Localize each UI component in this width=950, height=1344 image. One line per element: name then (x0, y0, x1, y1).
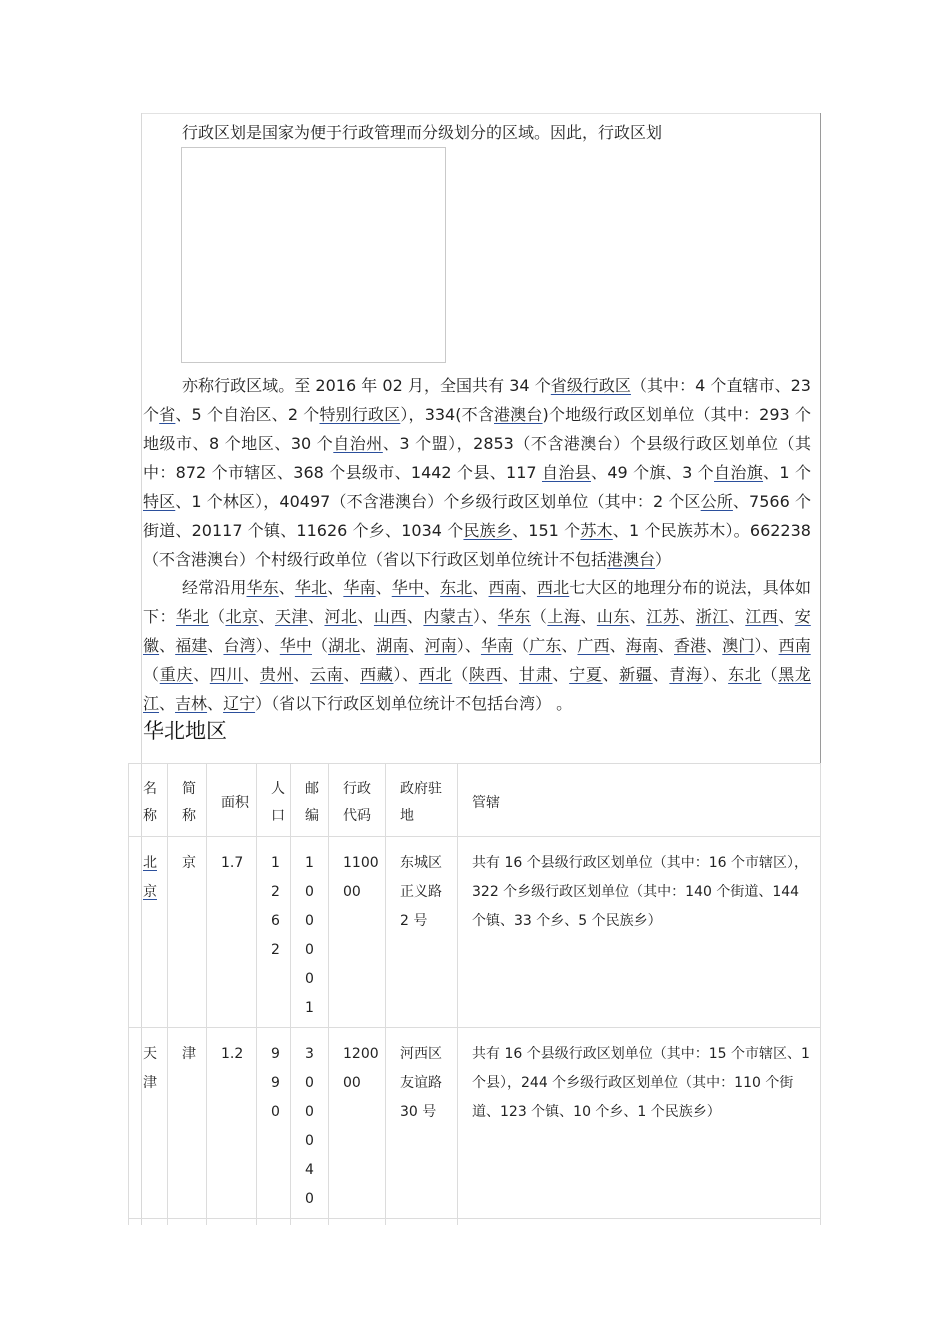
text-link[interactable]: 省级行政区 (550, 376, 631, 395)
cell-area (207, 1028, 257, 1219)
column-header: 管辖 (458, 764, 821, 837)
region-table (128, 763, 821, 1265)
image-placeholder (181, 147, 446, 363)
cell-jurisdiction (458, 1028, 821, 1219)
text-link[interactable]: 华中 (279, 636, 312, 655)
text-run: （其中：4 个直辖市、23 个 (143, 376, 811, 424)
cell-name-link[interactable]: 北京 (143, 855, 157, 900)
text-run: 、 (357, 607, 374, 626)
text-link[interactable]: 四川 (209, 665, 244, 684)
text-link[interactable]: 自治州 (333, 434, 383, 453)
text-link[interactable]: 特别行政区 (319, 405, 401, 424)
text-link[interactable]: 吉林 (175, 694, 208, 713)
text-link[interactable]: 河南 (424, 636, 457, 655)
cell-code-text: 120000 (343, 1046, 379, 1091)
text-link[interactable]: 宁夏 (569, 665, 603, 684)
column-header: 行政代码 (329, 764, 386, 837)
cell-abbr (168, 837, 207, 1028)
text-run: 、 (561, 636, 578, 655)
text-run: ）、 (255, 636, 280, 655)
text-link[interactable]: 广西 (577, 636, 610, 655)
text-run: 、5 个自治区、2 个 (175, 405, 320, 424)
section-title: 华北地区 (143, 719, 227, 743)
text-run: 、 (679, 607, 696, 626)
text-run: 、 (243, 665, 260, 684)
text-run: ）、 (393, 665, 419, 684)
text-run: )个地级行政区划单位（其中：293 个地级市、8 个地区、30 个 (143, 405, 811, 453)
text-link[interactable]: 苏木 (580, 521, 613, 540)
text-link[interactable]: 省 (159, 405, 176, 424)
text-link[interactable]: 广东 (529, 636, 562, 655)
text-run: ）、 (754, 636, 779, 655)
text-link[interactable]: 华北 (175, 607, 209, 626)
text-run: 、 (159, 636, 176, 655)
text-run: 亦称行政区域。至 2016 年 02 月，全国共有 34 个 (182, 376, 551, 395)
text-run: ）、 (456, 636, 481, 655)
text-run: 、 (728, 607, 746, 626)
cell-area-text: 1.2 (221, 1046, 244, 1062)
cell-postcode (291, 1028, 329, 1219)
text-link[interactable]: 西南 (778, 636, 811, 655)
text-link[interactable]: 上海 (547, 607, 581, 626)
text-link[interactable]: 福建 (175, 636, 208, 655)
text-run: （ (311, 636, 329, 655)
text-run: 、1 个 (763, 463, 811, 482)
text-run: 、 (207, 636, 224, 655)
regions-paragraph (143, 573, 811, 718)
cell-code (329, 837, 386, 1028)
text-run: 、 (193, 665, 210, 684)
cell-seat-text: 东城区正义路 2 号 (400, 855, 442, 929)
text-run: 、 (552, 665, 570, 684)
cell-seat (386, 837, 458, 1028)
text-run: （ (208, 607, 226, 626)
text-link[interactable]: 公所 (700, 492, 733, 511)
cell-postcode-text: 100001 (305, 855, 314, 1016)
cell-area (207, 837, 257, 1028)
text-run: （ (530, 607, 548, 626)
text-run: 、1 个民族苏木）。662238（不含港澳台）个村级行政单位（省以下行政区划单位统计不包括 (143, 521, 811, 569)
table-header-row (129, 764, 821, 837)
text-run: 、 (159, 694, 176, 713)
cell-population (257, 837, 291, 1028)
cell-name (129, 1028, 168, 1219)
table-row (129, 837, 821, 1028)
column-header: 简称 (168, 764, 207, 837)
text-link[interactable]: 华南 (343, 578, 376, 597)
cell-jurisdiction-text: 共有 16 个县级行政区划单位（其中：16 个市辖区），322 个乡级行政区划单位（其中：140 个街道、144 个镇、33 个乡、5 个民族乡） (472, 855, 808, 929)
text-run: ）（省以下行政区划单位统计不包括台湾） 。 (255, 694, 573, 713)
text-link[interactable]: 山西 (373, 607, 407, 626)
text-link[interactable]: 山东 (596, 607, 630, 626)
text-link[interactable]: 内蒙古 (423, 607, 473, 626)
cell-seat (386, 1028, 458, 1219)
text-link[interactable]: 江苏 (646, 607, 680, 626)
column-header: 面积 (207, 764, 257, 837)
text-link[interactable]: 东北 (440, 578, 473, 597)
text-run: 、1 个林区），40497（不含港澳台）个乡级行政区划单位（其中：2 个区 (175, 492, 701, 511)
text-run: 、 (502, 665, 520, 684)
text-run: ）、 (702, 665, 729, 684)
cell-name (129, 837, 168, 1028)
text-link[interactable]: 自治县 (541, 463, 591, 482)
cell-area-text: 1.7 (221, 855, 244, 871)
text-link[interactable]: 陕西 (468, 665, 503, 684)
text-link[interactable]: 特区 (143, 492, 176, 511)
text-link[interactable]: 台湾 (223, 636, 256, 655)
text-link[interactable]: 湖北 (328, 636, 361, 655)
cell-abbr-text: 京 (182, 855, 196, 871)
text-run: 、49 个旗、3 个 (590, 463, 715, 482)
column-header: 名称 (129, 764, 168, 837)
cell-jurisdiction-text: 共有 16 个县级行政区划单位（其中：15 个市辖区、1 个县），244 个乡级行政区划单位（其中：110 个街道、123 个镇、10 个乡、1 个民族乡） (472, 1046, 810, 1120)
text-link[interactable]: 重庆 (159, 665, 194, 684)
text-link[interactable]: 华东 (497, 607, 531, 626)
cell-code (329, 1028, 386, 1219)
text-link[interactable]: 湖南 (376, 636, 409, 655)
text-link[interactable]: 甘肃 (519, 665, 553, 684)
text-link[interactable]: 澳门 (722, 636, 755, 655)
text-link[interactable]: 西南 (488, 578, 521, 597)
text-link[interactable]: 西藏 (360, 665, 394, 684)
cell-jurisdiction (458, 837, 821, 1028)
text-run: 、 (408, 636, 425, 655)
text-run: 、 (207, 694, 224, 713)
text-link[interactable]: 东北 (728, 665, 762, 684)
cell-abbr (168, 1028, 207, 1219)
text-run: 、 (258, 607, 275, 626)
text-run: 、 (778, 607, 795, 626)
text-link[interactable]: 民族乡 (463, 521, 513, 540)
text-run: 、7566 个街道、20117 个镇、11626 个乡、1034 个 (143, 492, 811, 540)
text-link[interactable]: 安徽 (143, 607, 811, 655)
text-run: 、 (406, 607, 424, 626)
text-link[interactable]: 华东 (246, 578, 279, 597)
text-link[interactable]: 港澳台 (494, 405, 543, 424)
text-link[interactable]: 华中 (391, 578, 424, 597)
text-run: （ (513, 636, 530, 655)
cell-code-text: 110000 (343, 855, 379, 900)
text-run: 、 (293, 665, 310, 684)
text-link[interactable]: 江西 (745, 607, 779, 626)
intro-paragraph: 行政区划是国家为便于行政管理而分级划分的区域。因此，行政区划 (182, 123, 663, 142)
text-run: 、151 个 (512, 521, 581, 540)
text-link[interactable]: 北京 (225, 607, 259, 626)
text-run: ） (655, 550, 672, 569)
text-link[interactable]: 云南 (309, 665, 344, 684)
text-run: 、 (602, 665, 620, 684)
page-bottom-margin (0, 1225, 950, 1344)
text-run: 经常沿用 (182, 578, 247, 597)
text-run: （ (143, 665, 160, 684)
text-link[interactable]: 天津 (274, 607, 308, 626)
text-link[interactable]: 河北 (324, 607, 358, 626)
text-link[interactable]: 西北 (536, 578, 570, 597)
text-run: 、 (609, 636, 626, 655)
cell-postcode-text: 300040 (305, 1046, 314, 1207)
text-link[interactable]: 自治旗 (714, 463, 764, 482)
text-run: ）、 (472, 607, 498, 626)
cell-population (257, 1028, 291, 1219)
text-run: （ (452, 665, 469, 684)
text-link[interactable]: 黑龙江 (143, 665, 811, 713)
cell-postcode (291, 837, 329, 1028)
column-header: 人口 (257, 764, 291, 837)
text-link[interactable]: 西北 (418, 665, 453, 684)
text-run: 、 (307, 607, 325, 626)
text-link[interactable]: 华北 (294, 578, 328, 597)
text-run: 、 (657, 636, 674, 655)
text-link[interactable]: 香港 (674, 636, 707, 655)
text-run: 、 (472, 578, 489, 597)
text-run: 七大区的地理分布的说法，具体如下： (143, 578, 811, 626)
text-link[interactable]: 海南 (625, 636, 658, 655)
column-header: 邮编 (291, 764, 329, 837)
text-run: 、 (580, 607, 597, 626)
text-run: （ (761, 665, 779, 684)
text-run: 、 (629, 607, 647, 626)
text-run: 、 (424, 578, 441, 597)
table-row (129, 1028, 821, 1219)
text-run: 、 (360, 636, 377, 655)
cell-abbr-text: 津 (182, 1046, 196, 1062)
text-link[interactable]: 青海 (669, 665, 703, 684)
text-run: 、 (327, 578, 344, 597)
text-run: 、 (706, 636, 723, 655)
text-link[interactable]: 辽宁 (223, 694, 256, 713)
text-run: 、 (278, 578, 295, 597)
text-run: 、 (343, 665, 361, 684)
text-run: 、 (375, 578, 392, 597)
cell-seat-text: 河西区友谊路 30 号 (400, 1046, 442, 1120)
text-run: ），334(不含 (400, 405, 494, 424)
column-header: 政府驻地 (386, 764, 458, 837)
cell-name-text: 天津 (143, 1046, 157, 1091)
text-run: 、 (652, 665, 670, 684)
cell-population-text: 990 (271, 1046, 280, 1120)
cell-population-text: 1262 (271, 855, 280, 958)
text-link[interactable]: 港澳台 (607, 550, 656, 569)
text-link[interactable]: 贵州 (259, 665, 294, 684)
text-link[interactable]: 华南 (480, 636, 514, 655)
summary-paragraph (143, 371, 811, 574)
text-run: 、 (520, 578, 537, 597)
text-run: 、3 个盟），2853（不含港澳台）个县级行政区划单位（其中：872 个市辖区、368 个县级市、1442 个县、117 (143, 434, 811, 482)
text-link[interactable]: 浙江 (695, 607, 729, 626)
text-link[interactable]: 新疆 (619, 665, 653, 684)
